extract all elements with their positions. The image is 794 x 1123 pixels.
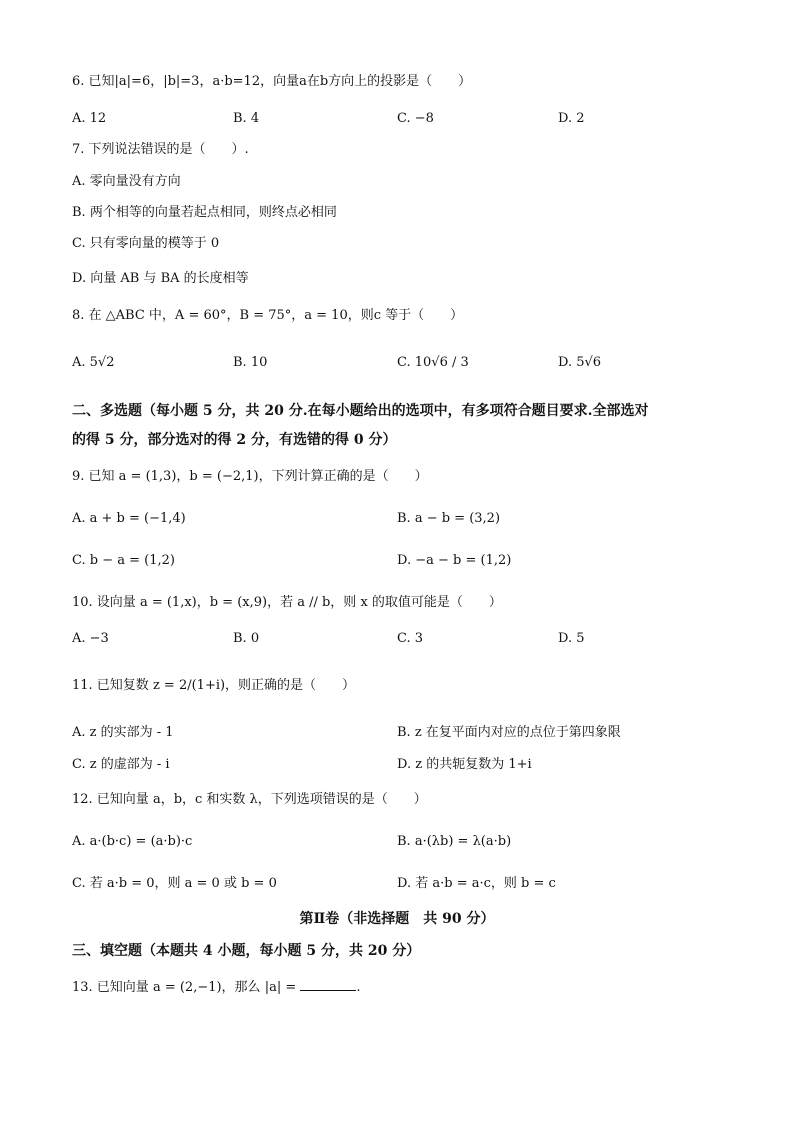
question-8-option-a: A. 5√2 <box>72 355 115 370</box>
answer-blank[interactable] <box>300 978 356 991</box>
question-8-option-d: D. 5√6 <box>558 355 602 370</box>
question-9-option-d: D. −a − b = (1,2) <box>397 553 512 568</box>
question-6-stem: 6. 已知|a|=6，|b|=3，a·b=12，向量a在b方向上的投影是（ ） <box>72 74 472 89</box>
question-7-option-d: D. 向量 AB 与 BA 的长度相等 <box>72 271 249 286</box>
section-2-heading-line-1: 二、多选题（每小题 5 分，共 20 分.在每小题给出的选项中，有多项符合题目要求.全部选对 <box>72 403 649 419</box>
question-8-option-c: C. 10√6 / 3 <box>397 355 469 370</box>
question-11-option-a: A. z 的实部为 - 1 <box>72 725 174 740</box>
question-12-option-a: A. a·(b·c) = (a·b)·c <box>72 834 193 849</box>
question-8-stem: 8. 在 △ABC 中，A = 60°，B = 75°，a = 10，则c 等于（ ） <box>72 308 464 323</box>
section-3-heading: 三、填空题（本题共 4 小题，每小题 5 分，共 20 分） <box>72 943 421 959</box>
question-11-option-b: B. z 在复平面内对应的点位于第四象限 <box>397 725 621 740</box>
question-10-option-c: C. 3 <box>397 631 424 646</box>
question-6-option-a: A. 12 <box>72 111 107 126</box>
question-7-option-c: C. 只有零向量的模等于 0 <box>72 236 220 251</box>
question-12-option-b: B. a·(λb) = λ(a·b) <box>397 834 512 849</box>
question-12-option-c: C. 若 a·b = 0，则 a = 0 或 b = 0 <box>72 876 277 891</box>
question-12-option-d: D. 若 a·b = a·c，则 b = c <box>397 876 556 891</box>
question-13-end: . <box>356 980 361 995</box>
question-6-option-c: C. −8 <box>397 111 434 126</box>
question-11-option-d: D. z 的共轭复数为 1+i <box>397 757 532 772</box>
question-7-stem: 7. 下列说法错误的是（ ）. <box>72 142 249 157</box>
question-13 <box>72 978 361 997</box>
question-7-option-b: B. 两个相等的向量若起点相同，则终点必相同 <box>72 205 337 220</box>
section-2-heading-line-2: 的得 5 分，部分选对的得 2 分，有选错的得 0 分） <box>72 432 397 448</box>
question-8-option-b: B. 10 <box>233 355 268 370</box>
question-12-stem: 12. 已知向量 a，b，c 和实数 λ，下列选项错误的是（ ） <box>72 792 427 807</box>
part-2-title: 第Ⅱ卷（非选择题 共 90 分） <box>299 911 495 927</box>
question-11-stem: 11. 已知复数 z = 2/(1+i)，则正确的是（ ） <box>72 678 356 693</box>
question-13-stem: 13. 已知向量 a = (2,−1)，那么 |a| = <box>72 980 297 995</box>
question-10-option-b: B. 0 <box>233 631 260 646</box>
question-9-stem: 9. 已知 a = (1,3)，b = (−2,1)，下列计算正确的是（ ） <box>72 469 428 484</box>
question-7-option-a: A. 零向量没有方向 <box>72 174 181 189</box>
question-11-option-c: C. z 的虚部为 - i <box>72 757 170 772</box>
question-9-option-b: B. a − b = (3,2) <box>397 511 501 526</box>
question-10-stem: 10. 设向量 a = (1,x)，b = (x,9)，若 a // b，则 x 的取值可能是（ ） <box>72 595 502 610</box>
question-6-option-d: D. 2 <box>558 111 585 126</box>
question-6-option-b: B. 4 <box>233 111 260 126</box>
question-10-option-d: D. 5 <box>558 631 585 646</box>
question-9-option-c: C. b − a = (1,2) <box>72 553 175 568</box>
question-10-option-a: A. −3 <box>72 631 109 646</box>
question-9-option-a: A. a + b = (−1,4) <box>72 511 186 526</box>
